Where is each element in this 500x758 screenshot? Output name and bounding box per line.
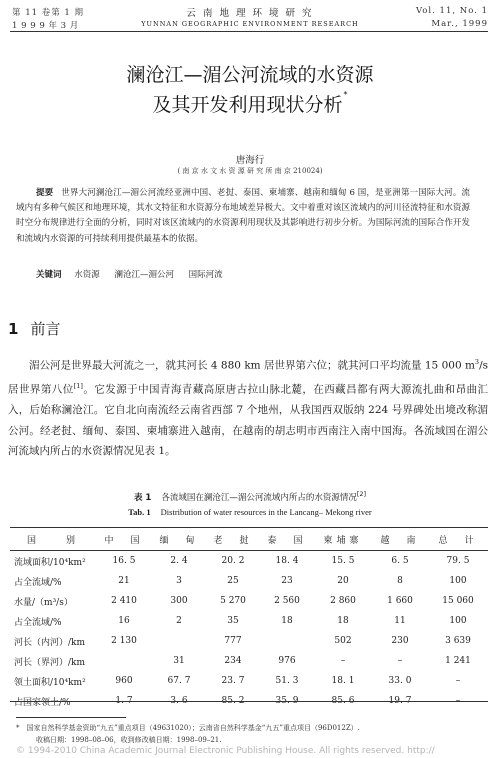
table-row: 河长（界河）/km 31 234 976 – – 1 241 bbox=[14, 656, 471, 668]
date-en: Mar., 1999 bbox=[431, 19, 488, 29]
keyword-item: 澜沧江—湄公河 bbox=[114, 270, 174, 280]
citation: [1] bbox=[73, 382, 83, 390]
journal-name-en: YUNNAN GEOGRAPHIC ENVIRONMENT RESEARCH bbox=[141, 20, 359, 28]
volume-issue: 第 11 卷第 1 期 bbox=[12, 8, 85, 18]
table-row: 水量/（m³/s） 2 410 300 5 270 2 560 2 860 1 660 15 060 bbox=[14, 596, 474, 608]
column-header: 越 南 bbox=[372, 528, 428, 551]
abstract bbox=[16, 186, 470, 247]
footnote-rule bbox=[16, 717, 126, 718]
table-bottom-rule bbox=[10, 701, 488, 702]
title-line-1: 澜沧江—湄公河流域的水资源 bbox=[126, 64, 374, 86]
author-affiliation: ( 南 京 水 文 水 资 源 研 究 所 南 京 210024) bbox=[177, 167, 323, 175]
journal-name-cn: 云 南 地 理 环 境 研 究 bbox=[186, 8, 314, 19]
section-heading bbox=[8, 318, 60, 339]
keyword-item: 水资源 bbox=[74, 270, 100, 280]
table-caption-cn: 表 1 各流域国在澜沧江—湄公河流域内所占的水资源情况[2] bbox=[133, 490, 367, 503]
column-header: 缅 甸 bbox=[152, 528, 206, 551]
table-header-row bbox=[10, 528, 488, 551]
table-caption-en: Tab. 1 Distribution of water resources in the Lancang– Mekong river bbox=[128, 507, 372, 517]
volume-number-en: Vol. 11, No. 1 bbox=[415, 6, 488, 16]
data-table bbox=[10, 528, 488, 711]
column-header: 国 别 bbox=[10, 528, 96, 551]
footnote-funding: * 国家自然科学基金资助“九五”重点项目（49631020）；云南省自然科学基金“九五”重点项目（96D012Z）. bbox=[16, 724, 360, 732]
table-row: 领土面积/10⁴km² 960 67. 7 23. 7 51. 3 18. 1 33. 0 – bbox=[14, 676, 461, 688]
body-text bbox=[8, 352, 488, 462]
keyword-item: 国际河流 bbox=[188, 270, 223, 280]
header-rule bbox=[10, 31, 488, 32]
author-name: 唐海行 bbox=[235, 155, 265, 166]
title-line-2: 及其开发利用现状分析* bbox=[152, 90, 348, 116]
column-header: 中 国 bbox=[96, 528, 152, 551]
column-header: 泰 国 bbox=[260, 528, 314, 551]
keywords-label: 关键词 bbox=[36, 270, 62, 280]
column-header: 老 挝 bbox=[206, 528, 260, 551]
table-row: 占全流域/% 16 2 35 18 18 11 100 bbox=[14, 616, 467, 628]
table-row: 流域面积/10⁴km² 16. 5 2. 4 20. 2 18. 4 15. 5 6. 5 79. 5 bbox=[14, 556, 470, 568]
table-row: 占国家领土/% 1. 7 3. 6 85. 2 35. 9 85. 6 19. 7 – bbox=[14, 696, 461, 708]
paragraph: 湄公河是世界最大河流之一，就其河长 4 880 km 居世界第六位；就其河口平均流量 15 000 $m^3/s$居世界第八位[1]。它发源于中国青海青藏高原唐古拉山脉北麓，在西藏昌都有两大源流扎曲和昂曲汇入，后始称澜沧江。它自北向南流经云南省西部 7 个地州，从我国西双版纳 224 号界碑处出境改称湄公河。经老挝、缅甸、泰国、柬埔寨进入越南，在越南的胡志明市西南注入南中国海。各流域国在湄公河流域内所占的水资源情况见表 1。 bbox=[8, 358, 489, 457]
table-row: 占全流域/% 21 3 25 23 20 8 100 bbox=[14, 576, 467, 588]
keywords bbox=[36, 268, 235, 280]
abstract-label: 提要 bbox=[36, 188, 54, 198]
abstract-text: 世界大河澜沧江—湄公河流经亚洲中国、老挝、泰国、柬埔寨、越南和缅甸 6 国，是亚洲第一国际大河。流域内有多种气候区和地理环境，其水文特征和水资源分布地域差异极大。文中着重对该区流域内的河川径流特征和水资源时空分布规律进行全面的分析，同时对该区流域内的水资源利用现状及其影响进行初步分析。为国际河流的国际合作开发和流域内水资源的可持续利用提供最基本的依据。 bbox=[16, 188, 470, 244]
footnote-dates: 收稿日期：1998–08–06，收到修改稿日期：1998–09–21. bbox=[36, 736, 222, 744]
publication-date: 1 9 9 9 年 3 月 bbox=[12, 21, 79, 31]
section-title: 前言 bbox=[30, 320, 61, 338]
copyright-watermark: © 1994-2010 China Academic Journal Electronic Publishing House. All rights reserved. http:// bbox=[16, 746, 435, 756]
title-footnote-mark: * bbox=[343, 90, 348, 99]
column-header: 柬埔寨 bbox=[314, 528, 372, 551]
section-number: 1 bbox=[8, 320, 19, 338]
table-row: 河长（内河）/km 2 130 777 502 230 3 639 bbox=[14, 636, 471, 648]
column-header: 总 计 bbox=[428, 528, 488, 551]
